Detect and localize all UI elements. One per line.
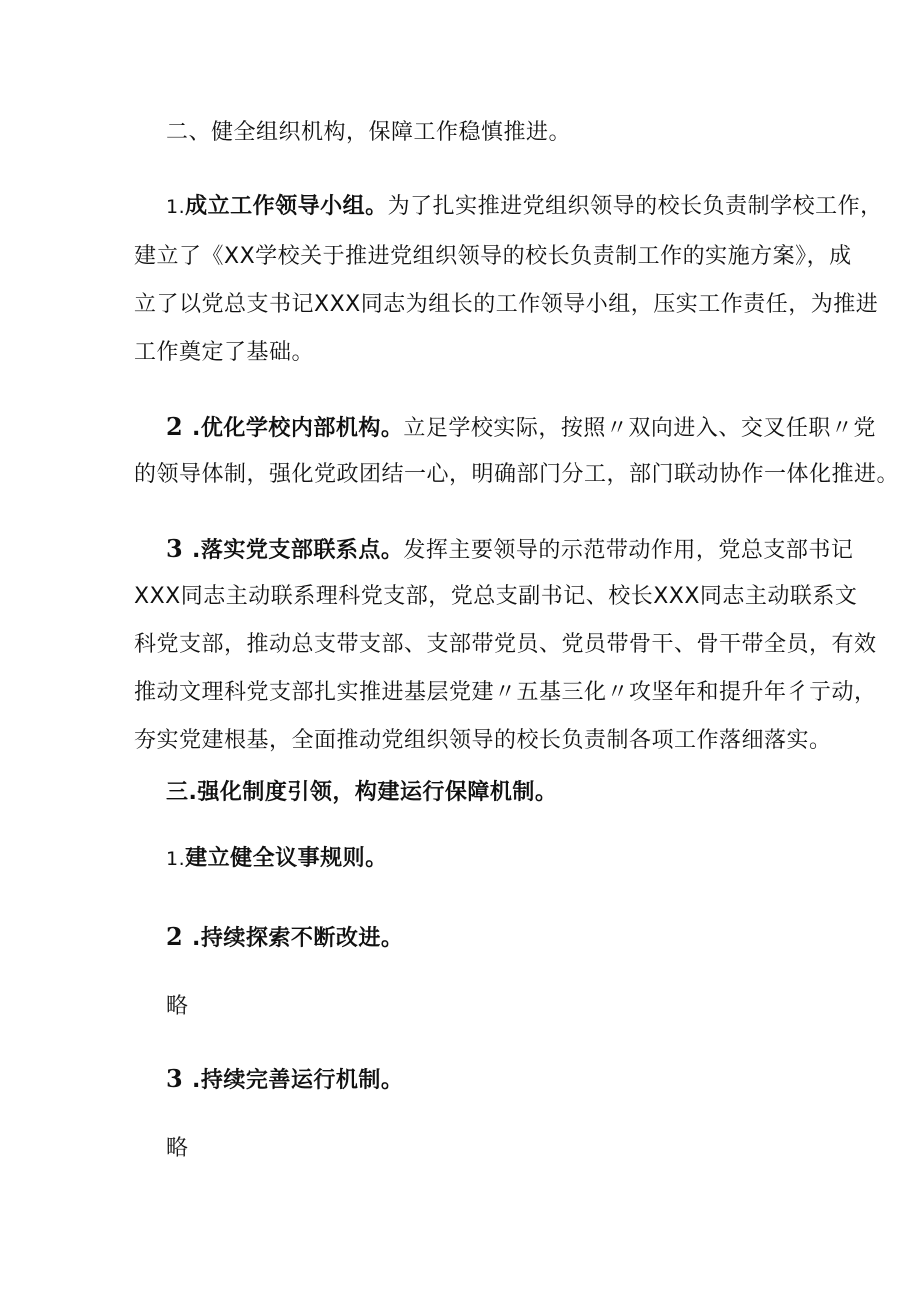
item-2-3-text-line: 科党支部，推动总支带支部、支部带党员、党员带骨干、骨干带全员，有效 (134, 632, 877, 657)
item-3-1 (166, 844, 388, 874)
item-2-3-line (134, 678, 877, 708)
item-3-2-number: 2 (166, 922, 184, 951)
section-3-heading (166, 778, 557, 808)
section-3-heading-text: 三.强化制度引领，构建运行保障机制。 (166, 780, 558, 805)
item-2-2-line (134, 460, 899, 490)
item-3-1-number: 1. (166, 848, 186, 870)
section-2-heading-text: 二、健全组织机构，保障工作稳慎推进。 (166, 120, 572, 145)
item-2-3-title: .落实党支部联系点。 (192, 538, 404, 563)
item-3-2-note-text: 略 (166, 994, 189, 1019)
item-3-2-title: .持续探索不断改进。 (192, 926, 404, 951)
item-3-3-title: .持续完善运行机制。 (192, 1068, 404, 1093)
item-2-1-line (134, 290, 878, 320)
item-3-2-note (166, 992, 189, 1022)
item-2-3-line (134, 630, 877, 660)
item-3-3-note (166, 1134, 189, 1164)
item-3-3-note-text: 略 (166, 1136, 189, 1161)
item-2-1-number: 1. (166, 196, 186, 218)
item-2-3-line (134, 726, 832, 756)
item-3-1-title: 建立健全议事规则。 (185, 846, 388, 871)
item-2-1-text-line: 建立了《XX学校关于推进党组织领导的校长负责制工作的实施方案》，成 (134, 244, 852, 269)
item-2-1-first-line (166, 192, 883, 222)
item-2-1-text-line: 立了以党总支书记XXX同志为组长的工作领导小组，压实工作责任，为推进 (134, 292, 879, 317)
item-2-2-title: .优化学校内部机构。 (192, 416, 404, 441)
item-2-2-number: 2 (166, 412, 184, 441)
item-2-3-first-line (166, 534, 853, 566)
item-2-3-text-line: 夯实党建根基，全面推动党组织领导的校长负责制各项工作落细落实。 (134, 728, 832, 753)
item-2-2-text-line: 的领导体制，强化党政团结一心，明确部门分工，部门联动协作一体化推进。 (134, 462, 900, 487)
item-2-3-text-line: 发挥主要领导的示范带动作用，党总支部书记 (403, 538, 854, 563)
item-3-3-number: 3 (166, 1064, 184, 1093)
item-2-3-text-line: XXX同志主动联系理科党支部，党总支副书记、校长XXX同志主动联系文 (134, 584, 858, 609)
item-2-1-text-line: 为了扎实推进党组织领导的校长负责制学校工作， (387, 194, 883, 219)
item-2-1-text-line: 工作奠定了基础。 (134, 340, 315, 365)
item-2-3-number: 3 (166, 534, 184, 563)
item-2-3-line (134, 582, 857, 612)
item-2-1-line (134, 242, 852, 272)
item-2-3-text-line: 推动文理科党支部扎实推进基层党建〃五基三化〃攻坚年和提升年彳亍动， (134, 680, 877, 705)
item-2-2-first-line (166, 412, 876, 444)
item-2-2-text-line: 立足学校实际，按照〃双向进入、交叉任职〃党 (403, 416, 876, 441)
section-2-heading (166, 118, 571, 148)
item-2-1-title: 成立工作领导小组。 (185, 194, 388, 219)
item-3-2 (166, 922, 403, 954)
item-2-1-line (134, 338, 314, 368)
item-3-3 (166, 1064, 403, 1096)
